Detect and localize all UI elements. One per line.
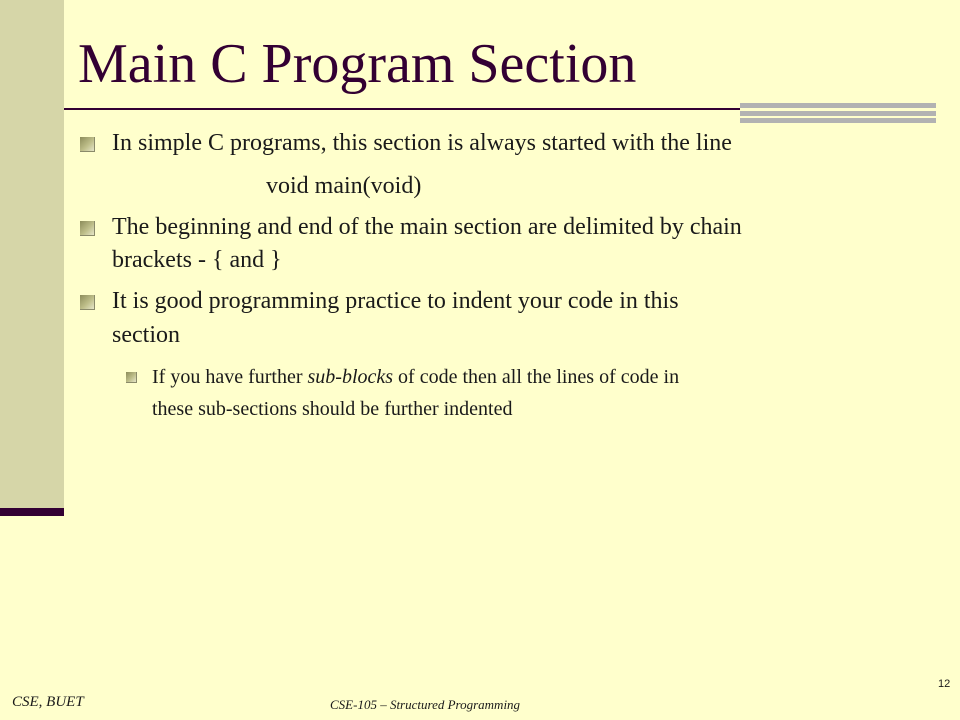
decorative-bar (740, 103, 936, 108)
sub-bullet-line-2: these sub-sections should be further indented (152, 398, 513, 420)
bullet-icon (80, 137, 95, 152)
slide-title: Main C Program Section (78, 33, 637, 95)
bullet-icon (80, 221, 95, 236)
bullet-3-line-1: It is good programming practice to indent your code in this (112, 288, 679, 314)
bullet-1-line-1: In simple C programs, this section is always started with the line (112, 130, 732, 156)
bullet-2-line-2: brackets - { and } (112, 247, 282, 273)
code-line-void-main: void main(void) (266, 173, 422, 199)
decorative-bar (740, 118, 936, 123)
sub-bullet-icon (126, 372, 137, 383)
sub-bullet-italic-term: sub-blocks (307, 366, 394, 388)
footer-course: CSE-105 – Structured Programming (330, 697, 521, 712)
bullet-3-line-2: section (112, 322, 180, 348)
sub-bullet-text-end: of code then all the lines of code in (393, 366, 680, 388)
bullet-icon (80, 295, 95, 310)
bullet-2-line-1: The beginning and end of the main section are delimited by chain (112, 214, 742, 240)
left-sidebar-band (0, 0, 64, 508)
sub-bullet-line-1 (152, 364, 679, 390)
footer-org: CSE, BUET (12, 694, 84, 710)
sub-bullet-text-start: If you have further (152, 366, 308, 388)
sidebar-accent-bar (0, 508, 64, 516)
decorative-bar (740, 111, 936, 116)
page-number: 12 (938, 678, 951, 690)
title-underline (64, 108, 740, 110)
